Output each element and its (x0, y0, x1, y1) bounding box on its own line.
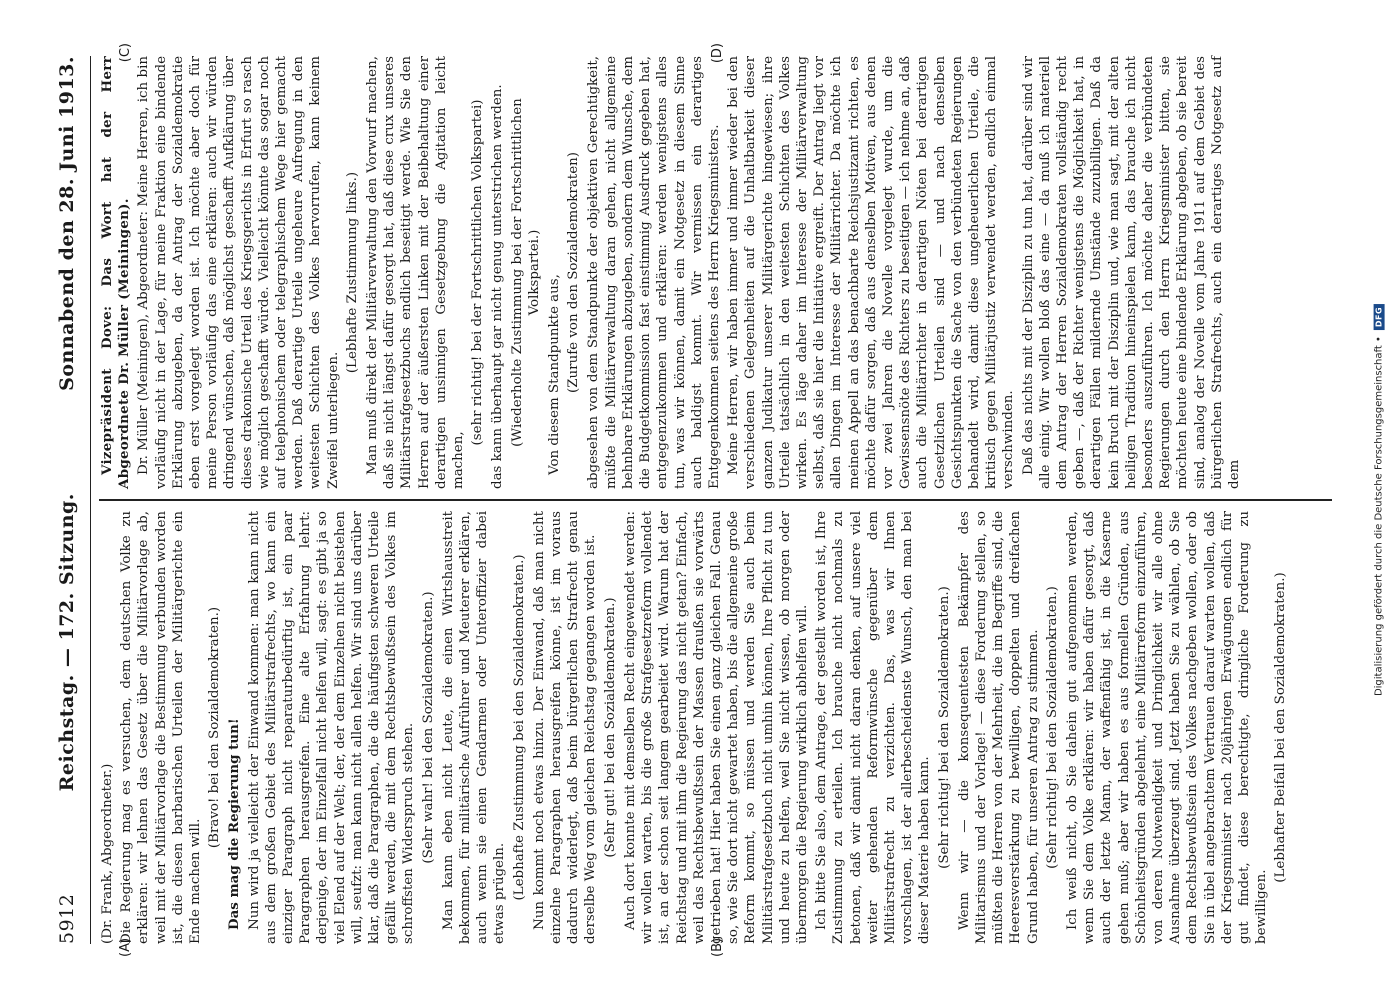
margin-marker-a: (A) (118, 937, 133, 957)
margin-marker-d: (D) (710, 43, 725, 64)
credit-text: Digitalisierung gefördert durch die Deutsche Forschungsgemeinschaft • (1373, 336, 1385, 697)
session-title: Reichstag. — 172. Sitzung. (56, 493, 78, 792)
interjection: (Zurufe von den Sozialdemokraten) (566, 152, 582, 393)
paragraph: das kann überhaupt gar nicht genug unterstrichen werden. (490, 84, 506, 489)
column-divider (99, 499, 1332, 501)
paragraph: Man kann eben nicht Leute, die einen Wirtshausstreit bekommen, für militärische Aufrührer und Meuterer erklären, auch wenn sie einen Gendarmen oder Unteroffizier dabei etwas prügeln. (440, 511, 508, 944)
paragraph: Ich bitte Sie also, dem Antrage, der gestellt worden ist, Ihre Zustimmung zu erteilen. Ich brauche nicht nochmals zu betonen, daß wir damit nicht daran denken, auf unsere viel weiter gehenden Reformwünsche gegenüber dem Militärstrafrecht zu verzichten. Das, was wir Ihnen vorschlagen, ist der allerbescheidenste Wunsch, den man bei dieser Materie haben kann. (814, 511, 933, 944)
dfg-logo: DFG (1374, 304, 1385, 330)
left-column (99, 511, 1324, 957)
paragraph: abgesehen von dem Standpunkte der objektiven Gerechtigkeit, müßte die Militärverwaltung daran gehen, nicht allgemeine behnbare Erklärungen abzugeben, sondern dem Wunsche, dem die Budgetkommission fast einstimmig Ausdruck gegeben hat, entgegenzukommen und erklären: werden wenigstens alles tun, was wir können, damit ein Notgesetz in diesem Sinne auch baldigst kommt. Wir vermissen ein derartiges Entgegenkommen seitens des Herrn Kriegsministers. (586, 56, 722, 489)
interjection: (Sehr richtig! bei den Sozialdemokraten.) (936, 586, 952, 869)
margin-marker-c: (C) (118, 43, 133, 63)
paragraph: Daß das nichts mit der Disziplin zu tun hat, darüber sind wir alle einig. Wir wollen bloß das eine — da muß ich materiell dem Antrag der Herren Sozialdemokraten vollständig recht geben —, daß der Richter wenigstens die Möglichkeit hat, in derartigen Fällen mildernde Umstände zuzubilligen. Daß da kein Bruch mit der Disziplin und, wie man sagt, mit der alten heiligen Tradition hineinspielen kann, das brauche ich nicht besonders auszuführen. Ich möchte daher die verbündeten Regierungen durch den Herrn Kriegsminister bitten, sie möchten heute eine bindende Erklärung abgeben, ob sie bereit sind, analog der Novelle vom Jahre 1911 auf dem Gebiet des bürgerlichen Strafrechts, auch ein derartiges Notgesetz auf dem (1020, 56, 1242, 489)
paragraph: Man muß direkt der Militärverwaltung den Vorwurf machen, daß sie nicht längst dafür gesorgt hat, daß diese crux unseres Militärstrafgesetzbuchs endlich beseitigt werde. Wie Sie den Herren auf der äußersten Linken mit der Beibehaltung einer derartigen unsinnigen Gesetzgebung die Agitation leicht machen, (365, 56, 467, 489)
interjection: (Lebhafter Beifall bei den Sozialdemokraten.) (1273, 572, 1289, 883)
interjection: (Sehr wahr! bei den Sozialdemokraten.) (420, 591, 436, 864)
interjection: (sehr richtig! bei der Fortschrittlichen Volkspartei) (470, 99, 486, 446)
paragraph: Die Regierung mag es versuchen, dem deutschen Volke zu erklären: wir lehnen das Gesetz über die Militärvorlage ab, weil mit der Militärvorlage die Bestimmung verbunden worden ist, die diesen barbarischen Urteilen der Militärgerichte ein Ende machen will. (119, 511, 204, 944)
paragraph: Nun kommt noch etwas hinzu. Der Einwand, daß man nicht einzelne Paragraphen herausgreifen könne, ist im voraus dadurch widerlegt, daß beim bürgerlichen Strafrecht genau derselbe Weg vom gleichen Reichstag gegangen worden ist. (531, 511, 599, 944)
interjection: (Lebhafte Zustimmung bei den Sozialdemokraten.) (511, 554, 527, 901)
paragraph: Nun wird ja vielleicht der Einwand kommen: man kann nicht aus dem großen Gebiet des Militärstrafrechts, wo kann ein einziger Paragraph nicht reparaturbedürftig ist, ein paar Paragraphen herausgreifen. Eine alte Erfahrung lehrt: derjenige, der im Einzelfall nicht helfen will, sagt: es gibt ja so viel Elend auf der Welt; der, der dem Einzelnen nicht beistehen will, seufzt: man kann nicht allen helfen. Wir sind uns darüber klar, daß die Paragraphen, die die häufigsten schweren Urteile gefällt werden, die mit dem Rechtsbewußtsein des Volkes im schroffsten Widerspruch stehen. (246, 511, 417, 944)
paragraph: Auch dort konnte mit demselben Recht eingewendet werden: wir wollen warten, bis die große Strafgesetzreform vollendet ist, an der schon seit langem gearbeitet wird. Warum hat der Reichstag und mit ihm die Regierung das nicht getan? Einfach, weil das Rechtsbewußtsein der Massen draußen sie vorwärts getrieben hat! Hier haben Sie einen ganz gleichen Fall. Genau so, wie Sie dort nicht gewartet haben, bis die allgemeine große Reform kommt, so müssen und werden Sie auch beim Militärstrafgesetzbuch nicht umhin können, Ihre Pflicht zu tun und heute zu helfen, weil Sie nicht wissen, ob morgen oder übermorgen die Regierung wirklich abhelfen will. (622, 511, 810, 944)
speaker-continuation: (Dr. Frank, Abgeordneter.) (100, 763, 115, 944)
speaker-paragraph: Vizepräsident Dove: Das Wort hat der Herr Abgeordnete Dr. Müller (Meiningen). (99, 56, 133, 489)
paragraph: Meine Herren, wir haben immer und immer wieder bei den verschiedenen Gelegenheiten auf die Unhaltbarkeit dieser ganzen Judikatur unserer Militärgerichte hingewiesen; ihre Urteile tatsächlich in den weitesten Schichten des Volkes wirken. Es läge daher im Interesse der Militärverwaltung selbst, daß sie hier die Initiative ergreift. Der Antrag liegt vor allen Dingen im Interesse der Militärrichter. Da möchte ich meinen Appell an das benachbarte Reichsjustizamt richten, es möchte dafür sorgen, daß aus denselben Motiven, aus denen vor zwei Jahren die Novelle vorgelegt wurde, um die Gewissensnöte des Richters zu beseitigen — ich nehme an, daß auch die Militärrichter in derartigen Nöten bei derartigen Gesetzlichen Urteilen sind — und nach denselben Gesichtspunkten die Sache von den verbündeten Regierungen behandelt wird, damit diese ungeheuerlichen Urteile, die kritisch gegen Militärjustiz verwendet werden, endlich einmal verschwinden. (726, 56, 1017, 489)
page-number: 5912 (56, 893, 78, 944)
digitization-credit (1374, 304, 1385, 696)
speaker-paragraph: Dr. Müller (Meiningen), Abgeordneter: Meine Herren, ich bin vorläufig nicht in der Lage, für meine Fraktion eine bindende Erklärung abzugeben, da der Antrag der Sozialdemokratie eben erst vorgelegt worden ist. Ich möchte aber doch für meine Person vorläufig das eine erklären: auch wir würden dringend wünschen, daß möglichst geschafft Aufklärung über dieses drakonische Urteil des Kriegsgerichts in Erfurt so rasch wie möglich geschafft würde. Vielleicht könnte das sogar noch auf telephonischem oder telegraphischem Wege hier gemacht werden. Daß derartige Urteile ungeheure Aufregung in den weitesten Schichten des Volkes hervorrufen, kann keinem Zweifel unterliegen. (136, 56, 341, 489)
interjection: (Bravo! bei den Sozialdemokraten.) (207, 606, 223, 849)
paragraph: Ich weiß nicht, ob Sie dahein gut aufgenommen werden, wenn Sie dem Volke erklären: wir haben dafür gesorgt, daß auch der letzte Mann, der waffenfähig ist, in die Kaserne gehen muß; aber wir haben es aus formellen Gründen, aus Schönheitsgründen abgelehnt, eine Militärreform einzuführen, von deren Notwendigkeit und Dringlichkeit wir alle ohne Ausnahme überzeugt sind. Jetzt haben Sie zu wählen, ob Sie dem Rechtsbewußtsein des Volkes nachgeben wollen, oder ob Sie in übel angebrachtem Vertrauen darauf warten wollen, daß der Kriegsminister nach 20jährigen Erwägungen endlich für gut findet, diese berechtigte, dringliche Forderung zu bewilligen. (1064, 511, 1270, 944)
interjection: (Lebhafte Zustimmung links.) (344, 171, 360, 374)
paragraph: Das mag die Regierung tun! (226, 718, 243, 930)
right-column (99, 43, 1324, 489)
paragraph: Wenn wir — die konsequentesten Bekämpfer des Militarismus und der Vorlage! — diese Forderung stellen, so müßten die Herren von der Mehrheit, die im Begriffe sind, die Heeresverstärkung zu bewilligen, doppelten und dreifachen Grund haben, für unseren Antrag zu stimmen. (956, 511, 1041, 944)
interjection: (Wiederholte Zustimmung bei der Fortschrittlichen Volkspartei.) (509, 98, 542, 447)
page-header (56, 56, 91, 944)
margin-marker-b: (B) (710, 937, 725, 957)
newspaper-page (46, 40, 1336, 960)
text-columns (99, 43, 1324, 957)
paragraph: Von diesem Standpunkte aus, (547, 274, 563, 475)
interjection: (Sehr gut! bei den Sozialdemokraten.) (602, 597, 618, 858)
session-date: Sonnabend den 28. Juni 1913. (56, 56, 78, 391)
interjection: (Sehr richtig! bei den Sozialdemokraten.) (1044, 586, 1060, 869)
